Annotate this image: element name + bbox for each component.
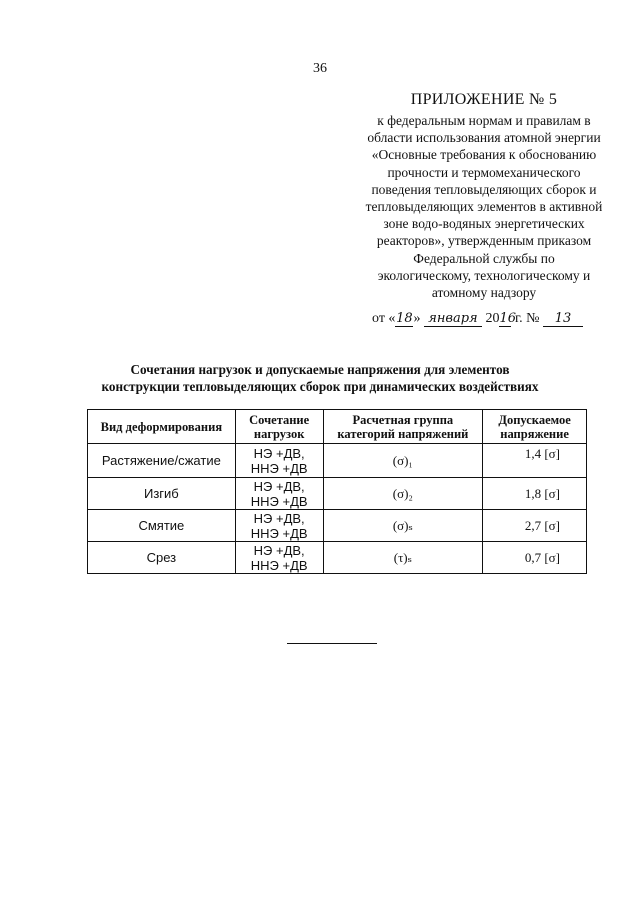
cell-combination [235, 510, 323, 542]
appendix-line: области использования атомной энергии [367, 130, 601, 146]
page-number: 36 [313, 61, 327, 76]
appendix-block [350, 90, 618, 301]
order-month-handwritten: января [424, 311, 482, 327]
appendix-line: к федеральным нормам и правилам в [377, 113, 591, 128]
table-row [88, 510, 587, 542]
header-allowable [483, 410, 587, 444]
cell-category: (τ)ₛ [323, 542, 483, 574]
header-line: Сочетание [249, 412, 310, 427]
appendix-line: экологическому, технологическому и [377, 267, 591, 283]
appendix-line: зоне водо-водяных энергетических [383, 216, 585, 232]
appendix-line: тепловыделяющих элементов в активной [365, 199, 603, 215]
cell-combination [235, 542, 323, 574]
cell-category: (σ)ₛ [323, 510, 483, 542]
table-row [88, 542, 587, 574]
combination-line: ННЭ +ДВ [250, 557, 308, 573]
appendix-line: прочности и термомеханического [387, 164, 581, 180]
appendix-line: Федеральной службы по [413, 250, 555, 266]
table-heading [0, 361, 640, 395]
combination-line: НЭ +ДВ, [253, 445, 305, 461]
table-header-row [88, 410, 587, 444]
order-year-prefix: 20 [481, 311, 500, 326]
table-row [88, 444, 587, 478]
header-deformation: Вид деформирования [88, 410, 236, 444]
appendix-line: атомному надзору [431, 285, 537, 301]
cell-deformation: Срез [88, 542, 236, 574]
cell-allowable: 1,8 [σ] [483, 478, 587, 510]
order-mid: » [413, 311, 424, 326]
cell-combination [235, 478, 323, 510]
appendix-line: поведения тепловыделяющих сборок и [371, 181, 597, 197]
order-day-handwritten: 18 [396, 311, 413, 326]
combination-line: НЭ +ДВ, [253, 542, 305, 558]
combination-line: ННЭ +ДВ [250, 460, 308, 476]
order-number-handwritten: 13 [543, 311, 583, 327]
cell-allowable: 1,4 [σ] [483, 444, 587, 478]
header-line: Расчетная группа [352, 412, 454, 427]
end-rule [287, 643, 377, 644]
cell-category: (σ)₁ [323, 444, 483, 478]
table-heading-line: Сочетания нагрузок и допускаемые напряжения для элементов [130, 362, 510, 377]
table-row [88, 478, 587, 510]
cell-allowable: 0,7 [σ] [483, 542, 587, 574]
header-combination [235, 410, 323, 444]
stress-table [87, 409, 587, 574]
header-category [323, 410, 483, 444]
cell-category: (σ)₂ [323, 478, 483, 510]
cell-allowable: 2,7 [σ] [483, 510, 587, 542]
order-prefix: от « [372, 311, 396, 326]
table-heading-line: конструкции тепловыделяющих сборок при динамических воздействиях [101, 379, 539, 394]
appendix-line: реакторов», утвержденным приказом [376, 233, 592, 249]
cell-combination [235, 444, 323, 478]
order-number-label: г. № [511, 311, 543, 326]
appendix-title: ПРИЛОЖЕНИЕ № 5 [410, 91, 558, 108]
header-line: напряжение [500, 426, 569, 441]
order-year-handwritten: 16 [499, 311, 516, 326]
appendix-line: «Основные требования к обоснованию [371, 147, 597, 163]
cell-deformation: Изгиб [88, 478, 236, 510]
header-line: Допускаемое [498, 412, 571, 427]
combination-line: ННЭ +ДВ [250, 493, 308, 509]
combination-line: ННЭ +ДВ [250, 525, 308, 541]
header-line: категорий напряжений [337, 426, 469, 441]
cell-deformation: Растяжение/сжатие [88, 444, 236, 478]
combination-line: НЭ +ДВ, [253, 478, 305, 494]
combination-line: НЭ +ДВ, [253, 510, 305, 526]
header-line: нагрузок [253, 426, 305, 441]
order-reference [372, 311, 583, 327]
cell-deformation: Смятие [88, 510, 236, 542]
